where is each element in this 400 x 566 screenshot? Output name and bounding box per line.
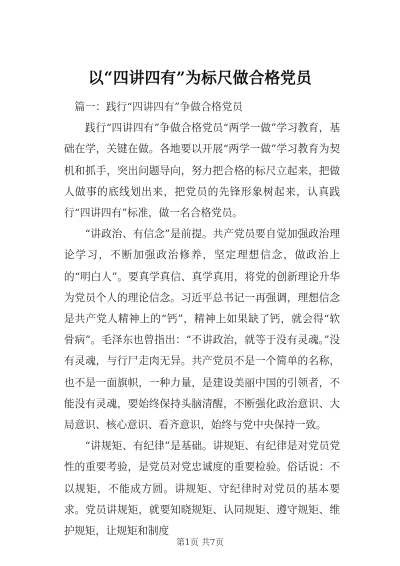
paragraph-intro: 践行“四讲四有”争做合格党员“两学一做”学习教育，基础在学，关键在做。各地要以开展“两学一做”学习教育为契机和抓手，突出问题导向，努力把合格的标尺立起来，把做人做事的底线划出来，把党员的先锋形象树起来，认真践行“四讲四有”标准，做一名合格党员。 [64,122,340,220]
paragraph-politics: “讲政治、有信念”是前提。共产党员要自觉加强政治理论学习，不断加强政治修养，坚定理想信念，做政治上的“明白人”。要真学真信、真学真用，将党的创新理论升华为党员个人的理论信念。习近平总书记一再强调，理想信念是共产党人精神上的“钙”，精神上如果缺了钙，就会得“软骨病”。毛泽东也曾指出：“不讲政治，就等于没有灵魂。”没有灵魂，与行尸走肉无异。共产党员不是一个简单的名称，也不是一面旗帜，一种力量，是建设美丽中国的引领者，不能没有灵魂，要始终保持头脑清醒，不断强化政治意识、大局意识、核心意识、看齐意识，始终与党中央保持一致。 [64,228,340,432]
document-title: 以“四讲四有”为标尺做合格党员 [88,68,312,87]
section-heading: 篇一：践行“四讲四有”争做合格党员 [74,101,243,113]
document-body [64,97,340,542]
paragraph-rules: “讲规矩、有纪律”是基础。讲规矩、有纪律是对党员党性的重要考验，是党员对党忠诚度的重要检验。俗话说：不以规矩，不能成方圆。讲规矩、守纪律时对党员的基本要求。党员讲规矩，就要知晓规矩、认同规矩、遵守规矩、维护规矩，让规矩和制度 [64,440,340,538]
page-number-footer: 第1页 共7页 [176,538,224,548]
